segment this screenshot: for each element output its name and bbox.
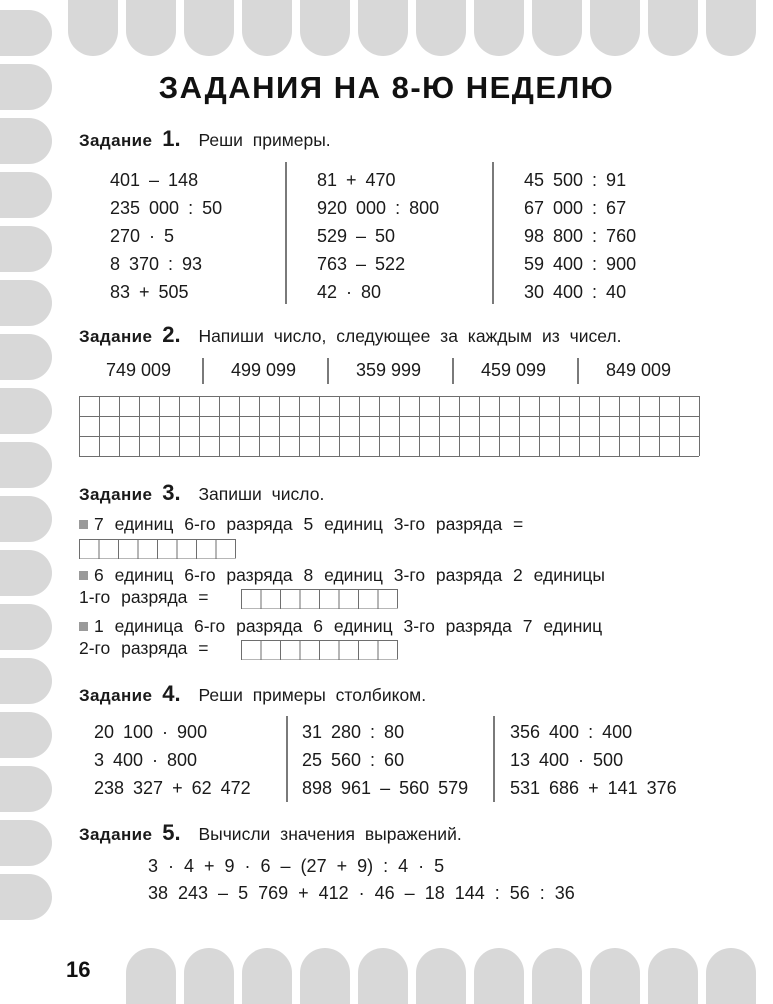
frame-tab [590, 948, 640, 1004]
example: 83 + 505 [110, 282, 189, 302]
frame-tab [0, 496, 52, 542]
task2-heading [79, 322, 621, 348]
task4-column [94, 718, 251, 802]
task-text: Вычисли значения выражений. [198, 824, 462, 844]
example: 67 000 : 67 [524, 198, 627, 218]
task-number: 3. [162, 480, 181, 505]
frame-tab [590, 0, 640, 56]
frame-tab [0, 658, 52, 704]
task5-heading [79, 820, 462, 846]
example: 238 327 + 62 472 [94, 778, 251, 798]
task4-heading [79, 681, 426, 707]
example: 270 · 5 [110, 226, 175, 246]
given-number: 749 009 [106, 360, 172, 380]
example: 31 280 : 80 [302, 722, 405, 742]
frame-tab [358, 948, 408, 1004]
item-text: 6 единиц 6-го разряда 8 единиц 3-го разряда 2 единицы [94, 565, 606, 585]
expression: 38 243 – 5 769 + 412 · 46 – 18 144 : 56 : 36 [148, 883, 575, 903]
column-divider [202, 358, 204, 384]
frame-tab [0, 604, 52, 650]
example: 25 560 : 60 [302, 750, 405, 770]
page-number: 16 [66, 957, 91, 982]
example: 42 · 80 [317, 282, 382, 302]
task-label: Задание [79, 131, 153, 150]
frame-tab [0, 118, 52, 164]
frame-tab [0, 334, 52, 380]
example: 531 686 + 141 376 [510, 778, 677, 798]
frame-tab [358, 0, 408, 56]
frame-tab [0, 712, 52, 758]
task-number: 1. [162, 126, 181, 151]
frame-tab [0, 820, 52, 866]
frame-tab [126, 948, 176, 1004]
bullet-icon [79, 571, 88, 580]
task1-column [110, 166, 222, 306]
column-divider [577, 358, 579, 384]
frame-tab [474, 948, 524, 1004]
answer-grid[interactable] [79, 396, 710, 457]
task3-item [79, 616, 602, 637]
task-text: Реши примеры. [198, 130, 331, 150]
answer-boxes[interactable] [241, 640, 399, 660]
task4-column [510, 718, 677, 802]
example: 81 + 470 [317, 170, 396, 190]
frame-tab [474, 0, 524, 56]
frame-tab [0, 388, 52, 434]
frame-tab [0, 10, 52, 56]
example: 529 – 50 [317, 226, 396, 246]
frame-tab [532, 948, 582, 1004]
bullet-icon [79, 622, 88, 631]
example: 763 – 522 [317, 254, 406, 274]
task-number: 5. [162, 820, 181, 845]
bullet-icon [79, 520, 88, 529]
example: 401 – 148 [110, 170, 199, 190]
answer-boxes[interactable] [79, 539, 237, 559]
page-title: ЗАДАНИЯ НА 8-Ю НЕДЕЛЮ [158, 70, 615, 105]
example: 235 000 : 50 [110, 198, 223, 218]
column-divider [327, 358, 329, 384]
frame-tab [0, 766, 52, 812]
given-number: 459 099 [481, 360, 547, 380]
expression: 3 · 4 + 9 · 6 – (27 + 9) : 4 · 5 [148, 856, 445, 876]
given-number: 849 009 [606, 360, 672, 380]
task1-column [524, 166, 636, 306]
frame-tab [300, 0, 350, 56]
example: 356 400 : 400 [510, 722, 633, 742]
example: 3 400 · 800 [94, 750, 198, 770]
example: 59 400 : 900 [524, 254, 637, 274]
frame-tab [0, 550, 52, 596]
frame-tab [0, 172, 52, 218]
frame-tab [416, 948, 466, 1004]
answer-boxes[interactable] [241, 589, 399, 609]
frame-tab [184, 0, 234, 56]
task-label: Задание [79, 327, 153, 346]
frame-tab [0, 280, 52, 326]
example: 30 400 : 40 [524, 282, 627, 302]
task-number: 2. [162, 322, 181, 347]
task-text: Напиши число, следующее за каждым из чисел. [198, 326, 622, 346]
frame-tab [0, 874, 52, 920]
frame-tab [0, 442, 52, 488]
task-label: Задание [79, 686, 153, 705]
given-number: 359 999 [356, 360, 422, 380]
task-text: Запиши число. [198, 484, 325, 504]
frame-tab [532, 0, 582, 56]
frame-tab [68, 0, 118, 56]
frame-tab [706, 948, 756, 1004]
column-divider [286, 716, 288, 802]
task-label: Задание [79, 485, 153, 504]
example: 13 400 · 500 [510, 750, 624, 770]
example: 20 100 · 900 [94, 722, 208, 742]
example: 8 370 : 93 [110, 254, 203, 274]
frame-tab [648, 0, 698, 56]
example: 920 000 : 800 [317, 198, 440, 218]
frame-tab [706, 0, 756, 56]
item-text: 7 единиц 6-го разряда 5 единиц 3-го разряда = [94, 514, 524, 534]
given-number: 499 099 [231, 360, 297, 380]
column-divider [492, 162, 494, 304]
frame-tab [0, 226, 52, 272]
example: 98 800 : 760 [524, 226, 637, 246]
frame-tab [416, 0, 466, 56]
task4-column [302, 718, 468, 802]
task3-item [79, 565, 605, 586]
frame-tab [184, 948, 234, 1004]
task1-column [317, 166, 439, 306]
example: 45 500 : 91 [524, 170, 627, 190]
item-text: 1 единица 6-го разряда 6 единиц 3-го разряда 7 единиц [94, 616, 603, 636]
task1-heading [79, 126, 331, 152]
frame-tab [648, 948, 698, 1004]
column-divider [285, 162, 287, 304]
item-text-continued: 1-го разряда = [79, 587, 209, 607]
column-divider [493, 716, 495, 802]
item-text-continued: 2-го разряда = [79, 638, 209, 658]
task-text: Реши примеры столбиком. [198, 685, 427, 705]
example: 898 961 – 560 579 [302, 778, 469, 798]
task3-heading [79, 480, 324, 506]
task-label: Задание [79, 825, 153, 844]
frame-tab [242, 0, 292, 56]
task3-item [79, 514, 523, 535]
column-divider [452, 358, 454, 384]
task-number: 4. [162, 681, 181, 706]
frame-tab [126, 0, 176, 56]
frame-tab [242, 948, 292, 1004]
frame-tab [300, 948, 350, 1004]
